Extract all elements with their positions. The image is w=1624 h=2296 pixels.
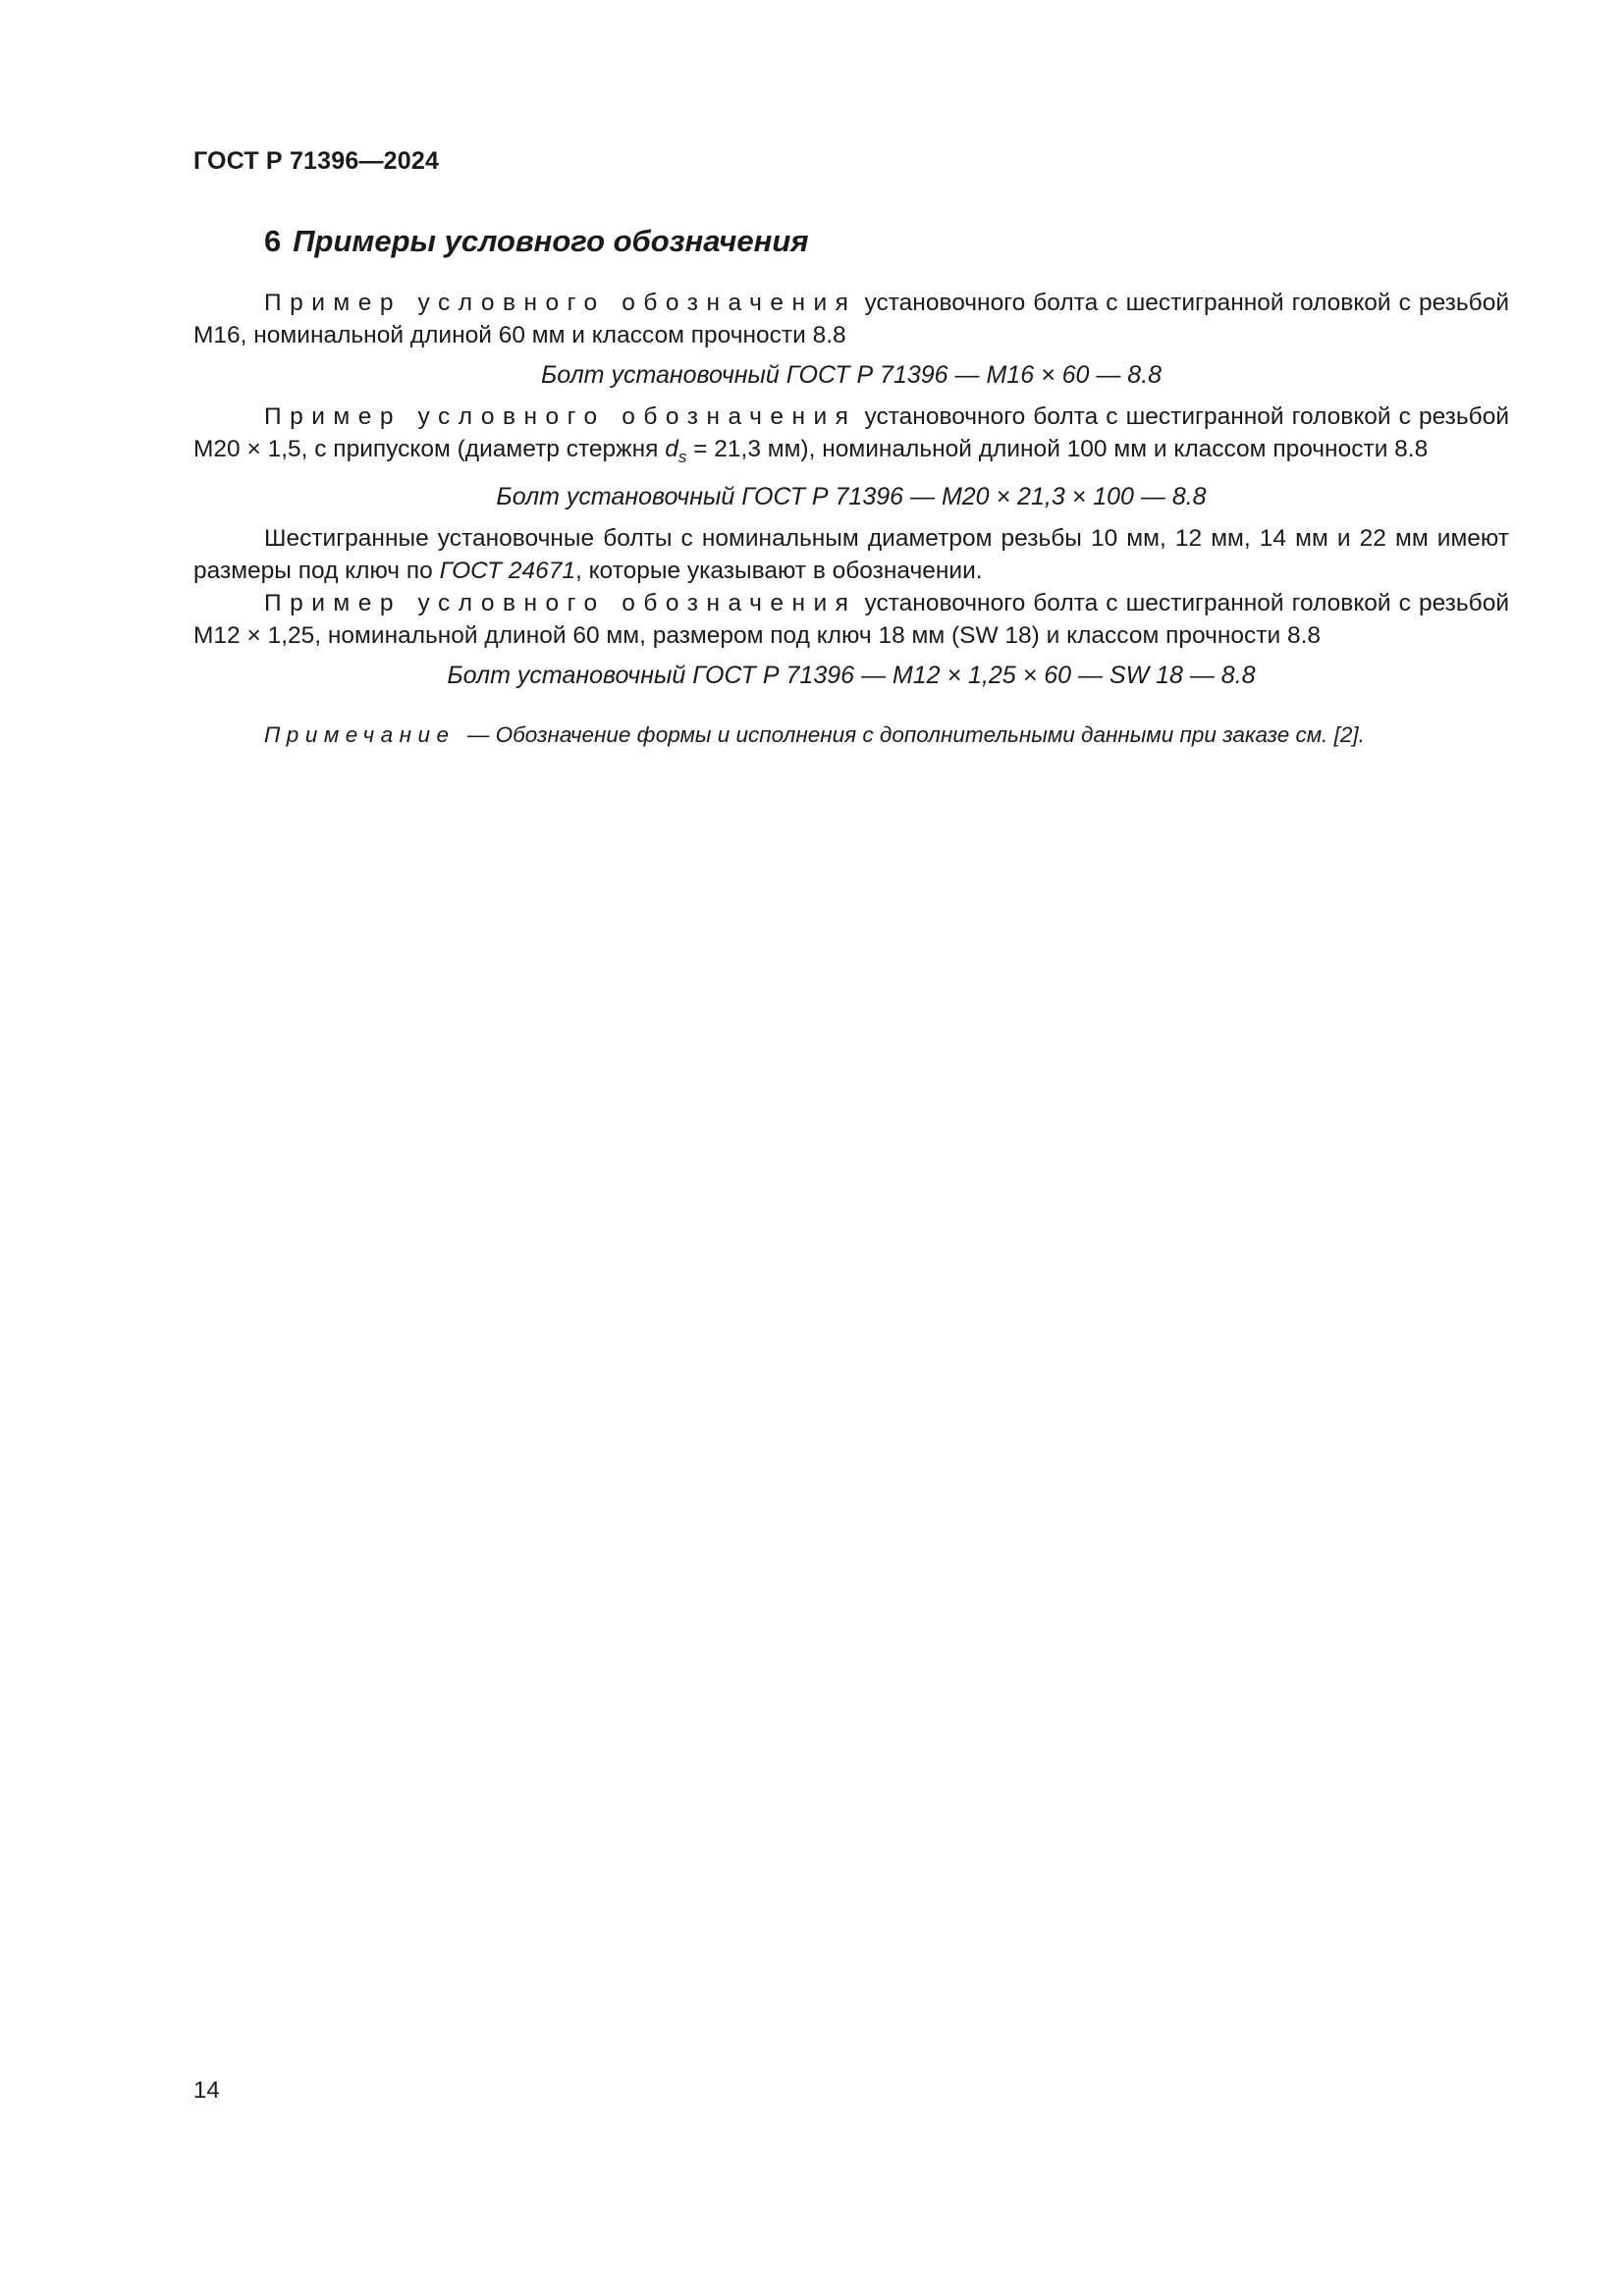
example-3-text: установочного болта с шестигранной головкой с резьбой М12 × 1,25, номинальной длиной 60 мм, размером под ключ 18 мм (SW 18) и классом прочности 8.8 (193, 589, 1510, 649)
gost-reference: ГОСТ 24671 (439, 557, 575, 584)
document-header: ГОСТ Р 71396—2024 (193, 147, 440, 175)
diameter-variable (665, 436, 687, 466)
note-paragraph (193, 719, 1509, 751)
section-heading (264, 224, 809, 259)
wrench-size-paragraph (193, 522, 1509, 587)
example-1-lead: Пример условного обозначения (264, 290, 857, 316)
diameter-symbol: d (665, 436, 678, 462)
page-number: 14 (193, 2077, 220, 2104)
example-2-designation: Болт установочный ГОСТ Р 71396 — М20 × 21,3 × 100 — 8.8 (496, 482, 1207, 510)
example-2-text-before: установочного болта с шестигранной головкой с резьбой М20 × 1,5, с припуском (диаметр стержня (193, 403, 1510, 462)
note-label: Примечание (264, 721, 456, 747)
diameter-subscript: s (677, 447, 687, 466)
wrench-size-text-before: Шестигранные установочные болты с номинальным диаметром резьбы 10 мм, 12 мм, 14 мм и 22 мм имеют размеры под ключ по (193, 524, 1509, 584)
example-3-lead: Пример условного обозначения (264, 589, 857, 616)
section-number: 6 (264, 224, 282, 258)
example-2-text-after: = 21,3 мм), номинальной длиной 100 мм и классом прочности 8.8 (693, 436, 1429, 462)
example-2-lead: Пример условного обозначения (264, 403, 857, 430)
example-3-designation: Болт установочный ГОСТ Р 71396 — М12 × 1,25 × 60 — SW 18 — 8.8 (447, 661, 1256, 689)
example-3-paragraph (193, 587, 1509, 652)
note-text: — Обозначение формы и исполнения с дополнительными данными при заказе см. [2]. (466, 721, 1365, 747)
example-1-paragraph (193, 287, 1509, 351)
section-content (193, 287, 1509, 751)
example-2-paragraph (193, 400, 1509, 473)
section-title: Примеры условного обозначения (293, 224, 809, 258)
example-1-designation: Болт установочный ГОСТ Р 71396 — М16 × 60 — 8.8 (540, 361, 1163, 389)
example-1-text: установочного болта с шестигранной головкой с резьбой М16, номинальной длиной 60 мм и классом прочности 8.8 (193, 290, 1510, 348)
wrench-size-text-after: , которые указывают в обозначении. (574, 557, 983, 584)
